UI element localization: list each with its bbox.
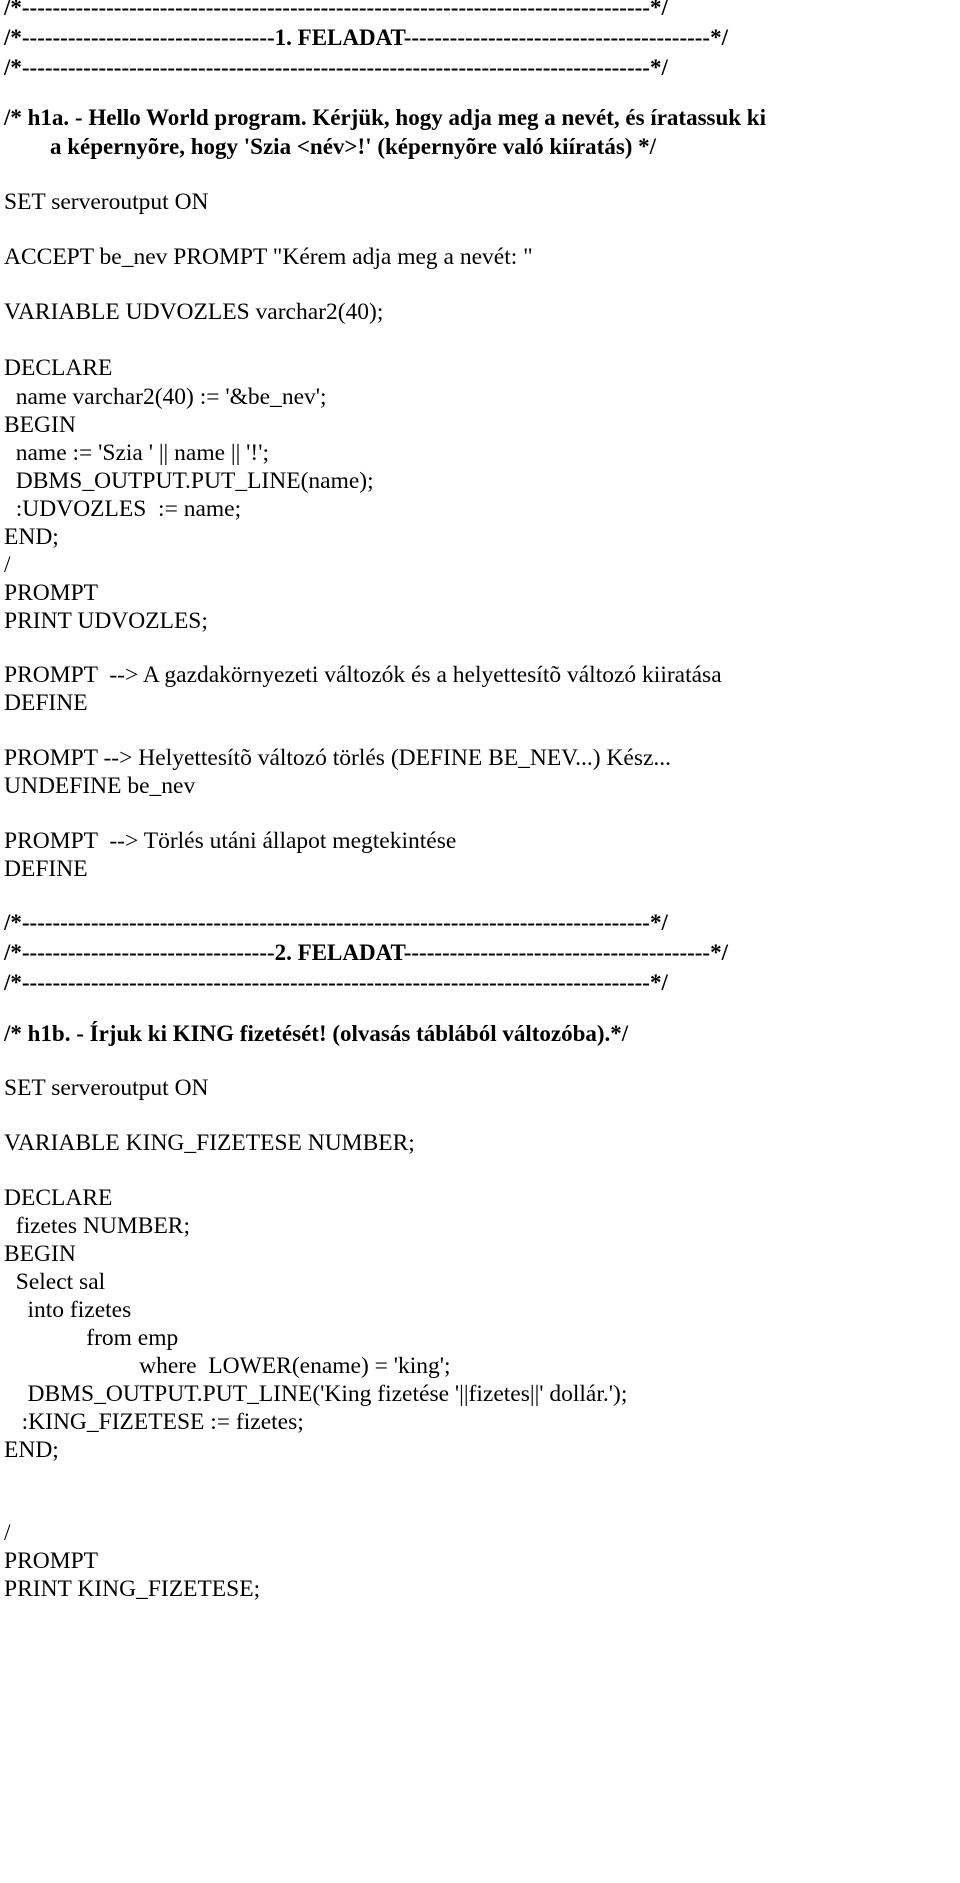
comment-line: /* h1a. - Hello World program. Kérjük, hogy adja meg a nevét, és íratassuk ki (4, 105, 766, 130)
code-line: UNDEFINE be_nev (4, 773, 196, 799)
code-line: SET serveroutput ON (4, 189, 209, 215)
separator-line: /*----------------------------------------------------------------------------------*/ (4, 55, 668, 80)
code-line: BEGIN (4, 412, 76, 438)
code-line: VARIABLE UDVOZLES varchar2(40); (4, 299, 384, 325)
code-line: :UDVOZLES := name; (4, 496, 242, 522)
code-line: BEGIN (4, 1241, 76, 1267)
code-line: into fizetes (4, 1297, 132, 1323)
code-line: / (4, 552, 11, 578)
code-line: PROMPT --> Helyettesítõ változó törlés (DEFINE BE_NEV...) Kész... (4, 745, 672, 771)
code-line: DEFINE (4, 690, 88, 716)
section-heading: /*---------------------------------1. FELADAT----------------------------------------*/ (4, 25, 728, 50)
code-line: SET serveroutput ON (4, 1075, 209, 1101)
comment-line: a képernyõre, hogy 'Szia <név>!' (képernyõre való kiíratás) */ (4, 134, 657, 159)
code-line: from emp (4, 1325, 179, 1351)
code-line: ACCEPT be_nev PROMPT "Kérem adja meg a nevét: " (4, 244, 533, 270)
code-line: name := 'Szia ' || name || '!'; (4, 440, 270, 466)
code-line: fizetes NUMBER; (4, 1213, 191, 1239)
code-line: / (4, 1520, 11, 1546)
code-line: DEFINE (4, 856, 88, 882)
separator-line: /*----------------------------------------------------------------------------------*/ (4, 910, 668, 935)
code-line: PROMPT --> A gazdakörnyezeti változók és a helyettesítõ változó kiiratása (4, 662, 722, 688)
code-line: DECLARE (4, 1185, 113, 1211)
code-line: PROMPT (4, 580, 99, 606)
comment-line: /* h1b. - Írjuk ki KING fizetését! (olvasás táblából változóba).*/ (4, 1021, 629, 1046)
code-line: name varchar2(40) := '&be_nev'; (4, 384, 327, 410)
section-heading: /*---------------------------------2. FELADAT----------------------------------------*/ (4, 940, 728, 965)
code-line: :KING_FIZETESE := fizetes; (4, 1409, 304, 1435)
code-line: DBMS_OUTPUT.PUT_LINE('King fizetése '||fizetes||' dollár.'); (4, 1381, 628, 1407)
code-line: PRINT KING_FIZETESE; (4, 1576, 261, 1602)
separator-line: /*----------------------------------------------------------------------------------*/ (4, 0, 668, 20)
code-line: DECLARE (4, 355, 113, 381)
code-line: END; (4, 1437, 59, 1463)
code-line: PROMPT (4, 1548, 99, 1574)
code-line: END; (4, 524, 59, 550)
code-line: where LOWER(ename) = 'king'; (4, 1353, 451, 1379)
code-line: PROMPT --> Törlés utáni állapot megtekintése (4, 828, 457, 854)
code-line: DBMS_OUTPUT.PUT_LINE(name); (4, 468, 374, 494)
separator-line: /*----------------------------------------------------------------------------------*/ (4, 970, 668, 995)
code-line: Select sal (4, 1269, 106, 1295)
code-line: VARIABLE KING_FIZETESE NUMBER; (4, 1130, 415, 1156)
code-line: PRINT UDVOZLES; (4, 608, 208, 634)
